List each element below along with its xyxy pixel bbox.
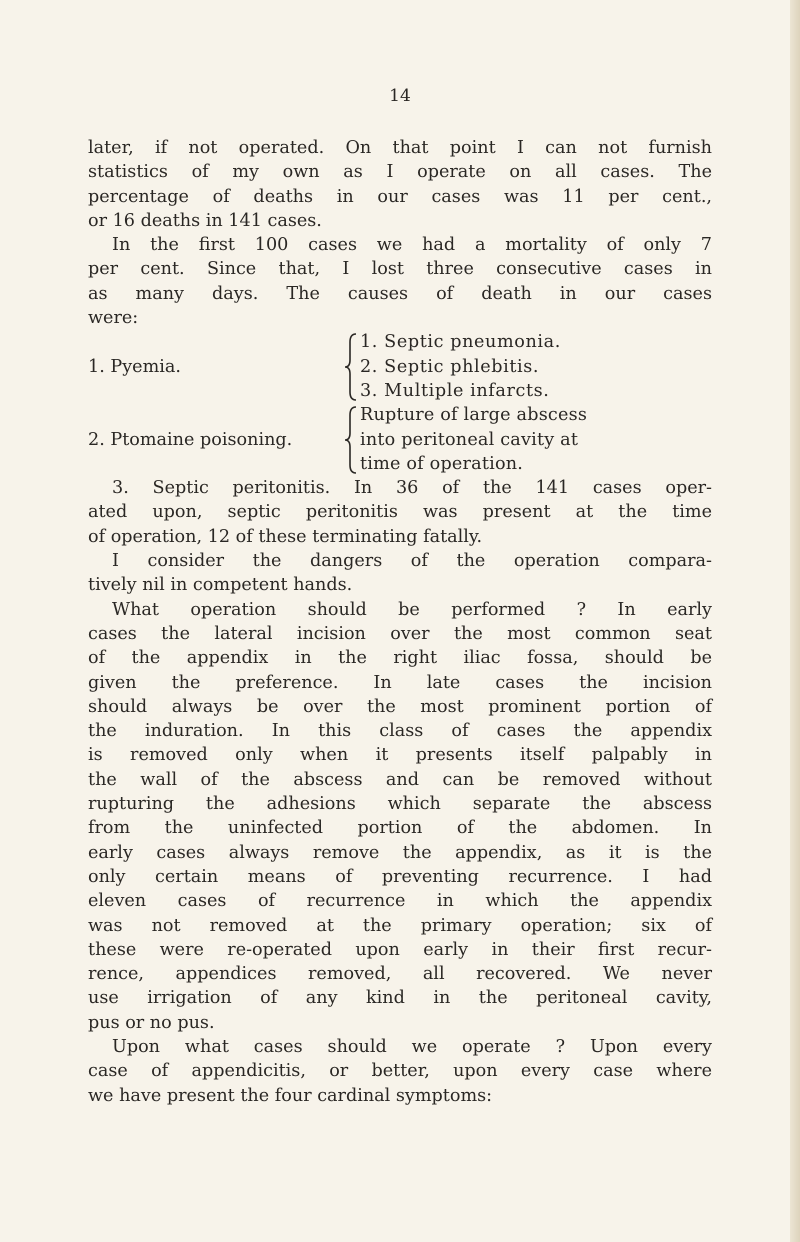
cause-pyemia [88,330,712,403]
text-line: early cases always remove the appendix, as it is the [88,842,712,863]
text-line: or 16 deaths in 141 cases. [88,210,322,231]
text-line: What operation should be performed ? In early [112,599,712,620]
text-line: these were re-operated upon early in their first recur- [88,939,712,960]
paragraph [88,136,712,233]
text-line: rupturing the adhesions which separate the abscess [88,794,712,815]
paragraph [88,476,712,549]
text-line: per cent. Since that, I lost three consecutive cases in [88,259,712,280]
text-line: is removed only when it presents itself palpably in [88,745,712,766]
cause-label-text: 2. Ptomaine poisoning. [88,429,293,450]
cause-label-text: 1. Pyemia. [88,356,181,377]
page-number: 14 [389,86,411,106]
text-line: statistics of my own as I operate on all cases. The [88,162,712,183]
cause-sub-items [360,403,712,476]
text-line: pus or no pus. [88,1012,215,1033]
paragraph [88,549,712,598]
scan-edge [790,0,800,1242]
text-line: tively nil in competent hands. [88,575,353,596]
text-line: use irrigation of any kind in the peritoneal cavity, [88,988,712,1009]
sub-item: into peritoneal cavity at [360,429,579,450]
paragraph [88,233,712,330]
text-line: cases the lateral incision over the most common seat [88,623,712,644]
text-line: the induration. In this class of cases the appendix [88,721,712,742]
text-line: were: [88,308,139,329]
text-line: only certain means of preventing recurrence. I had [88,866,712,887]
text-line: Upon what cases should we operate ? Upon every [112,1036,712,1057]
text-line: from the uninfected portion of the abdomen. In [88,818,712,839]
text-line: eleven cases of recurrence in which the appendix [88,891,712,912]
paragraph [88,1035,712,1108]
cause-label [88,403,342,476]
text-line: percentage of deaths in our cases was 11 per cent., [88,186,712,207]
text-line: we have present the four cardinal symptoms: [88,1085,493,1106]
text-line: the wall of the abscess and can be removed without [88,769,712,790]
sub-item: 3. Multiple infarcts. [360,380,550,401]
sub-item: time of operation. [360,453,524,474]
text-line: case of appendicitis, or better, upon every case where [88,1061,712,1082]
text-line: 3. Septic peritonitis. In 36 of the 141 cases oper- [112,478,712,499]
body-text [88,136,712,1108]
text-line: was not removed at the primary operation; six of [88,915,712,936]
cause-sub-items [360,330,712,403]
text-line: given the preference. In late cases the incision [88,672,712,693]
text-line: of operation, 12 of these terminating fatally. [88,526,483,547]
sub-item: Rupture of large abscess [360,405,588,426]
text-line: as many days. The causes of death in our cases [88,283,712,304]
cause-label [88,330,342,403]
brace-icon [342,330,360,403]
text-line: I consider the dangers of the operation compara- [112,551,712,572]
paragraph [88,598,712,1035]
text-line: In the first 100 cases we had a mortality of only 7 [112,235,712,256]
cause-ptomaine [88,403,712,476]
text-line: should always be over the most prominent portion of [88,696,712,717]
text-line: of the appendix in the right iliac fossa, should be [88,648,712,669]
brace-icon [342,403,360,476]
sub-item: 2. Septic phlebitis. [360,356,540,377]
text-line: ated upon, septic peritonitis was present at the time [88,502,712,523]
text-line: later, if not operated. On that point I can not furnish [88,138,712,158]
sub-item: 1. Septic pneumonia. [360,332,561,353]
text-line: rence, appendices removed, all recovered. We never [88,964,712,985]
